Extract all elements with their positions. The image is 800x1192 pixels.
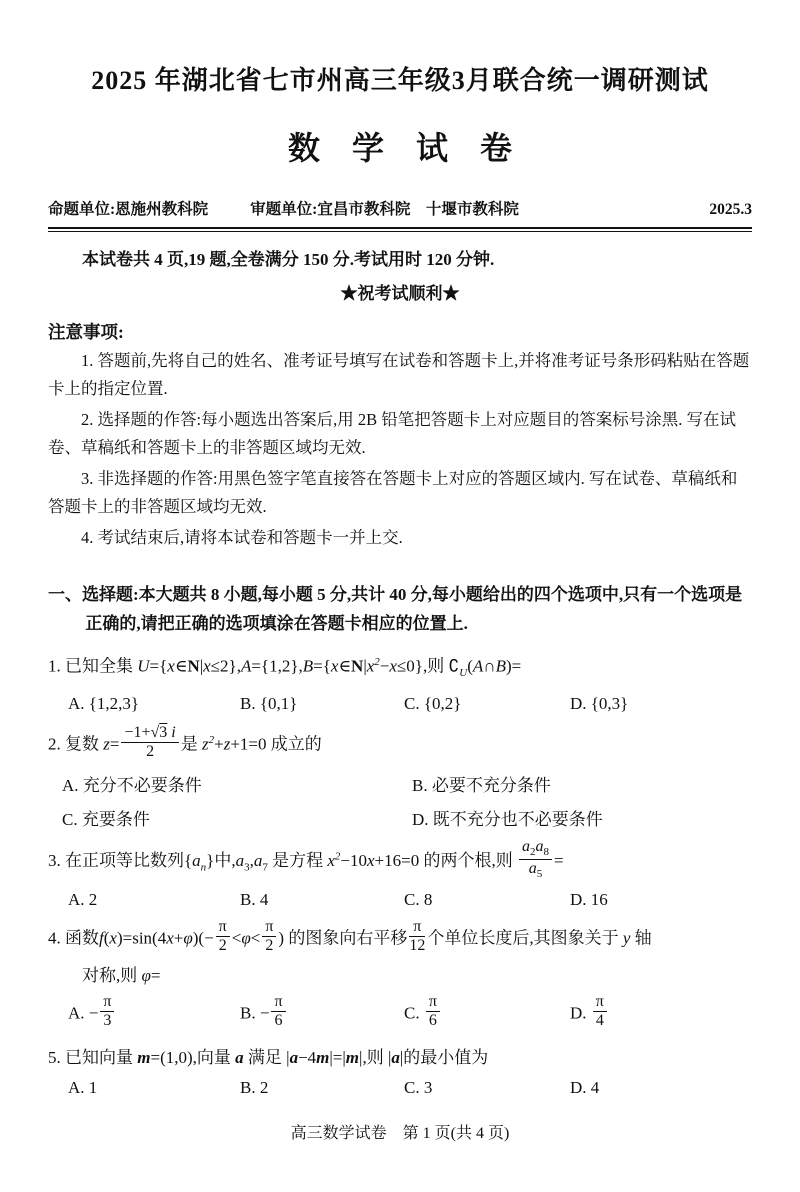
option-a: A. 1	[68, 1077, 98, 1097]
sup-run: 2	[374, 656, 380, 668]
m-run: ∩	[483, 656, 496, 676]
m-run: =	[332, 1047, 343, 1067]
section-1-header: 一、选择题:本大题共 8 小题,每小题 5 分,共计 40 分,每小题给出的四个选项中,只有一个选项是正确的,请把正确的选项填涂在答题卡相应的位置上.	[48, 585, 743, 633]
cn-run: 是方程	[267, 851, 328, 871]
option-a	[68, 993, 240, 1033]
question-4-stem-line2	[48, 962, 752, 989]
v-run: z	[223, 734, 231, 754]
m-run: π	[274, 993, 283, 1011]
question-1	[48, 649, 752, 714]
m-run: +	[214, 734, 224, 754]
v-run: a	[521, 838, 530, 856]
question-3-stem	[48, 838, 752, 883]
m-run: 2	[146, 743, 155, 761]
v-run: a	[192, 851, 201, 871]
option-d	[570, 993, 752, 1033]
notice-item-4: 4. 考试结束后,请将本试卷和答题卡一并上交.	[81, 528, 403, 547]
m-run: ,	[236, 656, 241, 676]
m-run: =(1,0)	[150, 1047, 193, 1067]
option-c	[404, 993, 570, 1033]
nb-run: N	[351, 656, 364, 676]
m-run: =	[251, 656, 261, 676]
m-run: =	[313, 656, 323, 676]
m-run: A. −	[68, 1003, 99, 1023]
m-run: )=	[116, 928, 133, 948]
v-run: y	[622, 928, 631, 948]
fraction	[271, 993, 285, 1030]
cn-run: ,则	[422, 656, 449, 676]
m-run: ,	[298, 656, 303, 676]
cn-run: 4. 函数	[48, 928, 99, 948]
m-run: ∁	[448, 656, 460, 676]
header-divider	[48, 227, 752, 232]
option-b: B. 4	[240, 890, 269, 910]
exam-summary: 本试卷共 4 页,19 题,全卷满分 150 分.考试用时 120 分钟.	[82, 250, 495, 269]
bv-run: m	[137, 1047, 151, 1067]
m-run: |	[399, 1047, 404, 1067]
option-a: A. {1,2,3}	[68, 694, 140, 714]
question-4-stem-line1	[48, 918, 752, 958]
question-1-options	[48, 694, 752, 714]
m-run: −1+	[124, 724, 151, 742]
cn-run: 满足	[243, 1047, 287, 1067]
option-b	[240, 993, 404, 1033]
m-run: {1,2}	[260, 656, 299, 676]
bv-run: a	[289, 1047, 299, 1067]
m-run: +	[173, 928, 184, 948]
fraction	[409, 918, 425, 955]
m-run: <	[231, 928, 242, 948]
option-d: D. 既不充分也不必要条件	[412, 810, 603, 830]
v-run: x	[330, 656, 339, 676]
v-run: φ	[183, 928, 193, 948]
bv-run: m	[316, 1047, 330, 1067]
fraction-denominator	[593, 1012, 607, 1030]
m-run: 4	[595, 1011, 604, 1029]
fraction-denominator	[216, 937, 230, 955]
fraction	[426, 993, 440, 1030]
v-run: z	[202, 734, 209, 754]
question-2	[48, 725, 752, 830]
question-5-stem	[48, 1044, 752, 1071]
bv-run: a	[235, 1047, 244, 1067]
m-run: )=	[505, 656, 522, 676]
v-run: x	[366, 656, 375, 676]
fraction-numerator	[519, 838, 552, 860]
fraction-numerator	[409, 918, 425, 937]
v-run: f	[99, 928, 104, 948]
m-run: =	[553, 851, 564, 871]
sbv-run: n	[200, 861, 207, 874]
fraction-denominator	[519, 860, 552, 881]
sb-run: 2	[529, 846, 536, 859]
v-run: x	[203, 656, 211, 676]
cn-run: 个单位长度后,其图象关于	[427, 928, 623, 948]
v-run: φ	[141, 966, 151, 986]
m-run: }	[206, 851, 215, 871]
m-run: +1=0	[230, 734, 271, 754]
option-c: C. 3	[404, 1077, 433, 1097]
m-run: 12	[409, 937, 426, 955]
m-run: |	[363, 656, 367, 676]
v-run: a	[528, 859, 537, 877]
m-run: −4	[298, 1047, 317, 1067]
v-run: x	[109, 928, 117, 948]
page-footer: 高三数学试卷 第 1 页(共 4 页)	[290, 1124, 510, 1142]
fraction-denominator	[121, 743, 178, 761]
v-run: A	[240, 656, 252, 676]
cn-run: 3. 在正项等比数列	[48, 851, 184, 871]
m-run: 6	[274, 1011, 283, 1029]
option-c: C. 8	[404, 890, 433, 910]
cn-run: 成立的	[270, 734, 322, 754]
v-run: A	[472, 656, 484, 676]
sb-run: 8	[543, 846, 549, 859]
m-run: {	[159, 656, 168, 676]
m-run: ≤2	[210, 656, 229, 676]
m-run: {	[322, 656, 331, 676]
sup-run: 2	[334, 850, 341, 863]
m-run: |	[342, 1047, 346, 1067]
fraction	[593, 993, 607, 1030]
m-run: |	[359, 1047, 363, 1067]
v-run: B	[302, 656, 314, 676]
rt-run: 3	[159, 724, 168, 742]
fraction-numerator	[426, 993, 440, 1012]
m-run: D.	[570, 1003, 591, 1023]
sb-run: 3	[244, 861, 250, 874]
sb-run: 5	[536, 867, 543, 880]
notice-item-3: 3. 非选择题的作答:用黑色签字笔直接答在答题卡上对应的答题区域内. 写在试卷、草稿纸和答题卡上的非答题区域均无效.	[48, 469, 738, 516]
m-run: 2	[265, 937, 274, 955]
option-c: C. {0,2}	[404, 694, 462, 714]
fraction-numerator	[100, 993, 114, 1012]
sbv-run: U	[459, 667, 468, 680]
fraction	[519, 838, 552, 880]
cn-run: 的最小值为	[403, 1047, 489, 1067]
cn-run: ,向量	[192, 1047, 236, 1067]
option-b: B. 2	[240, 1077, 269, 1097]
m-run: C.	[404, 1003, 424, 1023]
bv-run: m	[345, 1047, 360, 1067]
fraction-denominator	[262, 937, 276, 955]
m-run: 2	[218, 937, 227, 955]
m-run: )	[278, 928, 289, 948]
fraction	[216, 918, 230, 955]
m-run: B. −	[240, 1003, 270, 1023]
option-d: D. 16	[570, 890, 608, 910]
fraction-numerator	[271, 993, 285, 1012]
m-run: <	[250, 928, 261, 948]
exam-info-row	[48, 197, 752, 219]
exam-date: 2025.3	[709, 201, 752, 218]
m-run: ∈	[338, 656, 352, 676]
fraction-numerator	[216, 918, 230, 937]
cn-run: 5. 已知向量	[48, 1047, 138, 1067]
v-run: x	[366, 851, 375, 871]
m-run: sin(4	[132, 928, 167, 948]
option-b: B. {0,1}	[240, 694, 298, 714]
m-run: =	[149, 656, 160, 676]
m-run: π	[413, 918, 422, 936]
v-run: a	[253, 851, 263, 871]
cn-run: ,则	[362, 1047, 388, 1067]
m-run: (	[467, 656, 473, 676]
v-run: x	[327, 851, 335, 871]
question-1-stem	[48, 649, 752, 687]
fraction-denominator	[271, 1012, 285, 1030]
m-run: =	[150, 966, 161, 986]
setter-unit: 命题单位:恩施州教科院	[48, 201, 209, 218]
sup-run: 2	[208, 734, 215, 747]
m-run: π	[265, 918, 274, 936]
m-run: √	[150, 724, 160, 742]
question-5	[48, 1044, 752, 1098]
cn-run: 是	[180, 734, 202, 754]
m-run: |	[329, 1047, 333, 1067]
v-run: a	[235, 851, 245, 871]
fraction-numerator	[262, 918, 276, 937]
option-b: B. 必要不充分条件	[412, 776, 551, 796]
m-run: 6	[428, 1011, 437, 1029]
notice-title: 注意事项:	[48, 322, 124, 342]
v-run: B	[495, 656, 506, 676]
notice-item-2: 2. 选择题的作答:每小题选出答案后,用 2B 铅笔把答题卡上对应题目的答案标号涂黑. 写在试卷、草稿纸和答题卡上的非答题区域均无效.	[48, 410, 736, 457]
option-c: C. 充要条件	[62, 810, 150, 830]
m-run: (	[103, 928, 110, 948]
exam-subtitle: 数 学 试 卷	[287, 130, 512, 166]
sb-run: 7	[262, 861, 268, 874]
v-run: φ	[241, 928, 251, 948]
question-4-options	[48, 993, 752, 1033]
m-run: 3	[103, 1011, 112, 1029]
m-run: }	[414, 656, 423, 676]
m-run: −10	[340, 851, 367, 871]
m-run: )(−	[192, 928, 214, 948]
m-run: ,	[249, 851, 254, 871]
option-d: D. {0,3}	[570, 694, 629, 714]
question-3-options	[48, 890, 752, 910]
cn-run: 1. 已知全集	[48, 656, 138, 676]
option-d: D. 4	[570, 1077, 600, 1097]
m-run: π	[595, 993, 604, 1011]
m-run: }	[228, 656, 237, 676]
m-run: =	[109, 734, 120, 754]
v-run: i	[167, 724, 176, 742]
cn-run: 轴	[630, 928, 652, 948]
exam-title: 2025 年湖北省七市州高三年级3月联合统一调研测试	[91, 66, 709, 95]
m-run: −	[379, 656, 390, 676]
cn-run: 对称,则	[82, 966, 142, 986]
notice-item-1: 1. 答题前,先将自己的姓名、准考证号填写在试卷和答题卡上,并将准考证号条形码粘贴在答题卡上的指定位置.	[48, 351, 750, 398]
v-run: x	[389, 656, 397, 676]
reviewer-unit: 审题单位:宜昌市教科院 十堰市教科院	[250, 201, 519, 218]
v-run: x	[166, 928, 174, 948]
fraction	[262, 918, 276, 955]
nb-run: N	[187, 656, 200, 676]
cn-run: 的图象向右平移	[288, 928, 408, 948]
cn-run: 中,	[214, 851, 236, 871]
fraction-denominator	[426, 1012, 440, 1030]
option-a: A. 2	[68, 890, 98, 910]
m-run: ∈	[174, 656, 188, 676]
m-run: |	[199, 656, 204, 676]
question-3	[48, 838, 752, 910]
question-4	[48, 918, 752, 1033]
fraction-denominator	[100, 1012, 114, 1030]
m-run: ≤0	[396, 656, 415, 676]
m-run: {	[184, 851, 193, 871]
fraction-numerator	[593, 993, 607, 1012]
v-run: x	[167, 656, 175, 676]
question-2-stem	[48, 725, 752, 764]
good-luck-line: ★祝考试顺利★	[340, 284, 460, 303]
fraction	[100, 993, 114, 1030]
m-run: |	[286, 1047, 290, 1067]
m-run: +16=0	[374, 851, 424, 871]
m-run: π	[428, 993, 437, 1011]
bv-run: a	[391, 1047, 400, 1067]
v-run: z	[103, 734, 110, 754]
option-a: A. 充分不必要条件	[62, 776, 202, 796]
fraction	[121, 724, 178, 761]
question-2-options	[48, 771, 752, 830]
fraction-numerator	[121, 724, 178, 743]
m-run: |	[387, 1047, 392, 1067]
question-5-options	[48, 1078, 752, 1098]
cn-run: 的两个根,则	[423, 851, 517, 871]
fraction-denominator	[409, 937, 425, 955]
m-run: π	[218, 918, 227, 936]
m-run: π	[103, 993, 112, 1011]
v-run: U	[137, 656, 150, 676]
v-run: a	[535, 838, 544, 856]
cn-run: 2. 复数	[48, 734, 104, 754]
